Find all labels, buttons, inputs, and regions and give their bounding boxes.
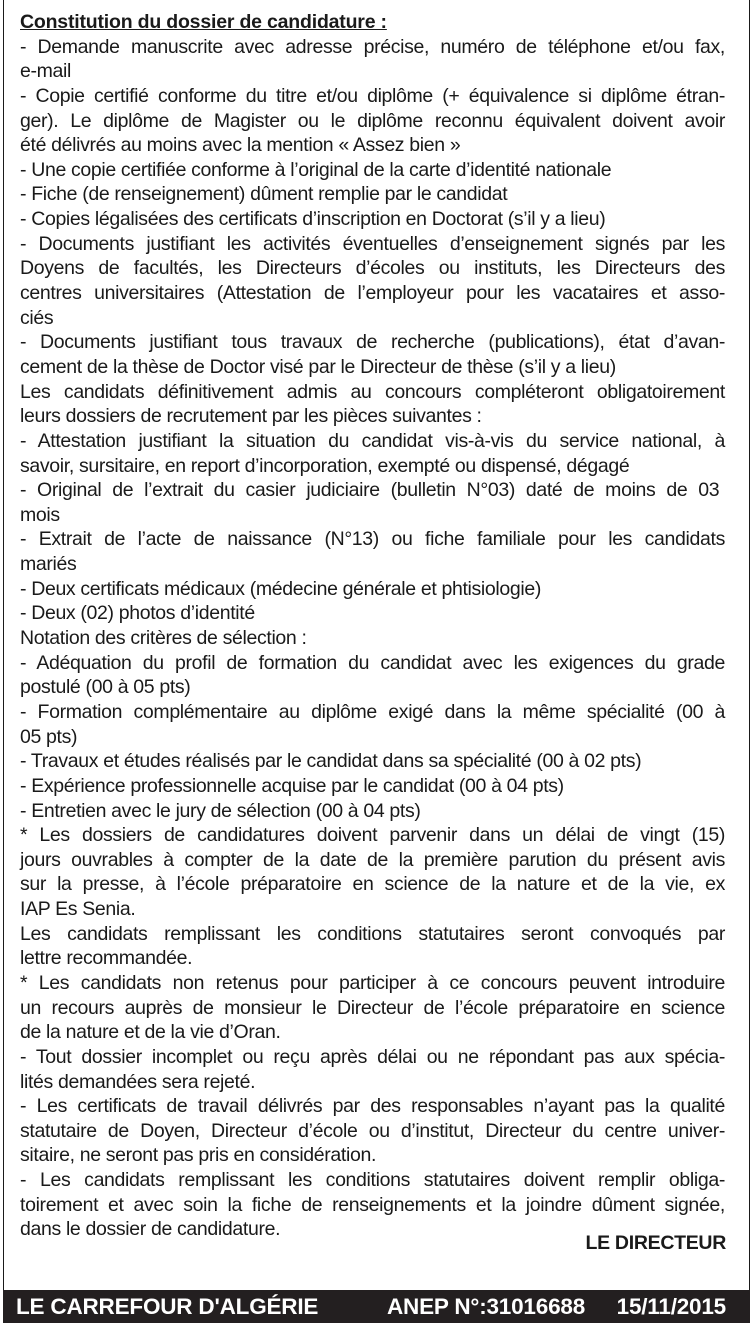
text-line: un recours auprès de monsieur le Directeur de l’école préparatoire en science [20,996,725,1019]
publication-date: 15/11/2015 [616,1293,726,1319]
text-line: - Extrait de l’acte de naissance (N°13) ou fiche familiale pour les candidats [20,528,725,551]
text-line: - Les candidats remplissant les conditions statutaires doivent remplir obliga- [20,1169,725,1192]
text-line: - Documents justifiant tous travaux de recherche (publications), état d’avan- [20,331,725,354]
anep-reference: ANEP N°:31016688 [387,1293,586,1319]
text-line: savoir, sursitaire, en report d’incorporation, exempté ou dispensé, dégagé [20,454,630,477]
text-line: - Copies légalisées des certificats d’inscription en Doctorat (s’il y a lieu) [20,208,606,231]
text-line: - Attestation justifiant la situation du candidat vis-à-vis du service national, à [20,429,725,452]
text-line: sur la presse, à l’école préparatoire en science de la nature et de la vie, ex [20,873,725,896]
text-line: - Formation complémentaire au diplôme exigé dans la même spécialité (00 à [20,700,725,723]
text-line: Notation des critères de sélection : [20,627,307,650]
text-line: Les candidats remplissant les conditions statutaires seront convoqués par [20,922,725,945]
text-line: - Travaux et études réalisés par le candidat dans sa spécialité (00 à 02 pts) [20,750,642,773]
text-line: - Une copie certifiée conforme à l’original de la carte d’identité nationale [20,158,612,181]
text-line: - Adéquation du profil de formation du candidat avec les exigences du grade [20,651,725,674]
text-line: été délivrés au moins avec la mention « Assez bien » [20,134,461,157]
text-line: lités demandées sera rejeté. [20,1070,256,1093]
text-line: ger). Le diplôme de Magister ou le diplôme reconnu équivalent doivent avoir [20,109,725,132]
signature: LE DIRECTEUR [585,1232,726,1254]
text-line: jours ouvrables à compter de la date de la première parution du présent avis [20,848,725,871]
text-line: postulé (00 à 05 pts) [20,676,191,699]
text-line: - Demande manuscrite avec adresse précise, numéro de téléphone et/ou fax, [20,35,725,58]
text-line: cement de la thèse de Doctor visé par le Directeur de thèse (s’il y a lieu) [20,355,616,378]
text-line: toirement et avec soin la fiche de renseignements et la joindre dûment signée, [20,1193,725,1216]
text-line: - Tout dossier incomplet ou reçu après délai ou ne répondant pas aux spécia- [20,1045,725,1068]
publication-name: LE CARREFOUR D'ALGÉRIE [16,1293,319,1319]
footer-bar [3,1290,750,1323]
text-line: mariés [20,553,77,576]
text-line: e-mail [20,60,71,83]
text-line: mois [20,503,60,526]
text-line: sitaire, ne seront pas pris en considération. [20,1144,377,1167]
text-line: - Copie certifié conforme du titre et/ou diplôme (+ équivalence si diplôme étran- [20,84,725,107]
text-line: lettre recommandée. [20,947,193,970]
notice-text [20,35,725,1242]
text-line: 05 pts) [20,725,78,748]
text-line: dans le dossier de candidature. [20,1218,281,1241]
text-line: leurs dossiers de recrutement par les pièces suivantes : [20,405,482,428]
text-line: - Original de l’extrait du casier judiciaire (bulletin N°03) daté de moins de 03 [20,479,720,502]
text-line: de la nature et de la vie d’Oran. [20,1021,281,1044]
text-line: - Fiche (de renseignement) dûment remplie par le candidat [20,183,508,206]
text-line: centres universitaires (Attestation de l’employeur pour les vacataires et asso- [20,282,725,305]
text-line: - Entretien avec le jury de sélection (00 à 04 pts) [20,799,421,822]
section-heading: Constitution du dossier de candidature : [20,11,387,33]
notice-body [20,10,725,1242]
text-line: - Deux certificats médicaux (médecine générale et phtisiologie) [20,577,541,600]
text-line: Les candidats définitivement admis au concours compléteront obligatoirement [20,380,725,403]
text-line: statutaire de Doyen, Directeur d’école ou d’institut, Directeur du centre univer- [20,1119,725,1142]
text-line: - Les certificats de travail délivrés par des responsables n’ayant pas la qualité [20,1095,725,1118]
text-line: * Les candidats non retenus pour participer à ce concours peuvent introduire [20,971,725,994]
text-line: IAP Es Senia. [20,898,136,921]
text-line: * Les dossiers de candidatures doivent parvenir dans un délai de vingt (15) [20,824,725,847]
text-line: ciés [20,306,54,329]
text-line: - Deux (02) photos d’identité [20,602,255,625]
text-line: - Expérience professionnelle acquise par le candidat (00 à 04 pts) [20,774,564,797]
text-line: Doyens de facultés, les Directeurs d’écoles ou instituts, les Directeurs des [20,257,725,280]
text-line: - Documents justifiant les activités éventuelles d’enseignement signés par les [20,232,725,255]
